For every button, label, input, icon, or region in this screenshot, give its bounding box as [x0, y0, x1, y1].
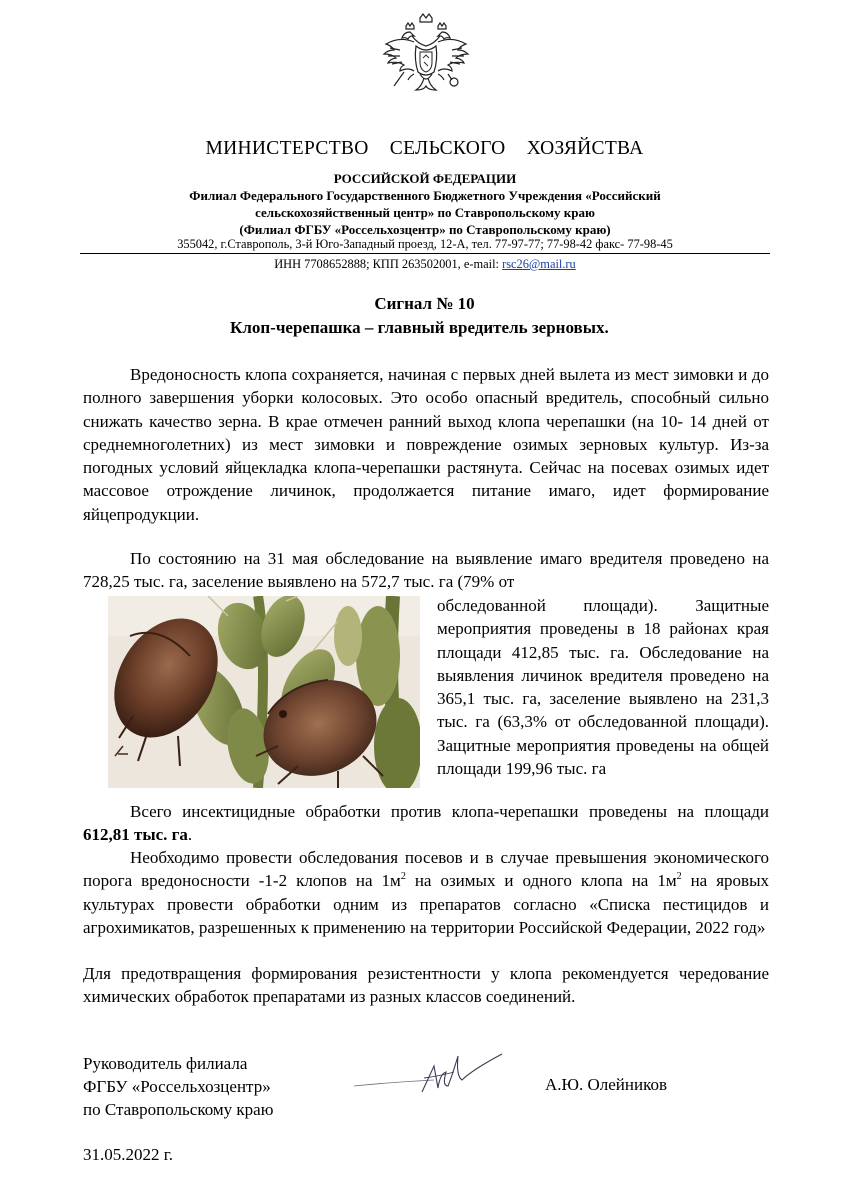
paragraph-2	[83, 547, 769, 594]
document-date: 31.05.2022 г.	[83, 1145, 174, 1164]
paragraph-2-text: По состоянию на 31 мая обследование на выявление имаго вредителя проведено на 728,25 тыс. га, заселение выявлено на 572,7 тыс. га (79% от	[83, 549, 769, 592]
paragraph-5	[83, 962, 769, 1009]
inn-kpp-text: ИНН 7708652888; КПП 263502001, e-mail:	[274, 257, 503, 271]
branch-name-line1: Филиал Федерального Государственного Бюджетного Учреждения «Российский	[189, 188, 661, 203]
federation-title: РОССИЙСКОЙ ФЕДЕРАЦИИ	[333, 171, 517, 186]
signatory-title-line1: Руководитель филиала	[83, 1054, 248, 1073]
ministry-title: МИНИСТЕРСТВО СЕЛЬСКОГО ХОЗЯЙСТВА	[205, 138, 644, 159]
square-superscript: 2	[676, 870, 682, 882]
document-subtitle: Клоп-черепашка – главный вредитель зерновых.	[230, 318, 609, 337]
email-link[interactable]: rsc26@mail.ru	[502, 257, 576, 271]
paragraph-1-text: Вредоносность клопа сохраняется, начиная с первых дней вылета из мест зимовки и до полного завершения уборки колосовых. Это особо опасный вредитель, способный сильно снижать качество зерна. В крае отмечен ранний выход клопа черепашки (на 10- 14 дней от среднемноголетних) из мест зимовки и повреждение озимых зерновых культур. Из-за погодных условий яйцекладка клопа-черепашки растянута. Сейчас на посевах озимых идет массовое отрождение личинок, продолжается питание имаго, идет формирование яйцепродукции.	[83, 365, 769, 524]
paragraph-1	[83, 363, 769, 526]
coat-of-arms-icon	[380, 12, 472, 107]
paragraph-4	[83, 846, 769, 939]
shield-bug-photo	[108, 596, 420, 788]
paragraph-3-text	[83, 800, 769, 847]
signatory-title-line2: ФГБУ «Россельхозцентр»	[83, 1077, 271, 1096]
header-divider	[80, 253, 770, 254]
paragraph-4-part-c: на яровых культурах провести обработки одним из препаратов согласно «Списка пестицидов и агрохимикатов, разрешенных к применению на территории Российской Федерации, 2022 год»	[83, 871, 769, 937]
paragraph-2-wrap-text: обследованной площади). Защитные мероприятия проведены в 18 районах края площади 412,85 тыс. га. Обследование на выявления личинок вредителя проведено на 365,1 тыс. га, заселение выявлено на 231,3 тыс. га (63,3% от обследованной площади). Защитные мероприятия проведены на общей площади 199,96 тыс. га	[437, 596, 769, 779]
total-area-value: 612,81 тыс. га	[83, 825, 188, 845]
signal-number: Сигнал № 10	[374, 294, 475, 313]
paragraph-4-part-a: Необходимо провести обследования посевов и в случае превышения экономического порога вредоносности -1-2 клопов на 1м	[83, 848, 769, 891]
paragraph-5-text: Для предотвращения формирования резистентности у клопа рекомендуется чередование химических обработок препаратами из разных классов соединений.	[83, 964, 769, 1007]
paragraph-4-text	[83, 846, 769, 939]
signatory-title-line3: по Ставропольскому краю	[83, 1100, 274, 1119]
handwritten-signature	[352, 1048, 522, 1100]
inn-kpp-line	[80, 256, 770, 272]
branch-name-line3: (Филиал ФГБУ «Россельхозцентр» по Ставропольскому краю)	[239, 222, 611, 237]
signatory-name: А.Ю. Олейников	[545, 1075, 668, 1094]
branch-name-line2: сельскохозяйственный центр» по Ставропольскому краю	[255, 205, 595, 220]
address-line: 355042, г.Ставрополь, 3-й Юго-Западный проезд, 12-А, тел. 77-97-77; 77-98-42 факс- 77-98-45	[177, 237, 673, 251]
paragraph-3-end: .	[187, 825, 193, 845]
paragraph-4-part-b: на озимых и одного клопа на 1м	[405, 871, 677, 891]
paragraph-3-main: Всего инсектицидные обработки против клопа-черепашки проведены на площади	[130, 802, 769, 821]
square-superscript: 2	[400, 870, 406, 882]
paragraph-3	[83, 800, 769, 847]
